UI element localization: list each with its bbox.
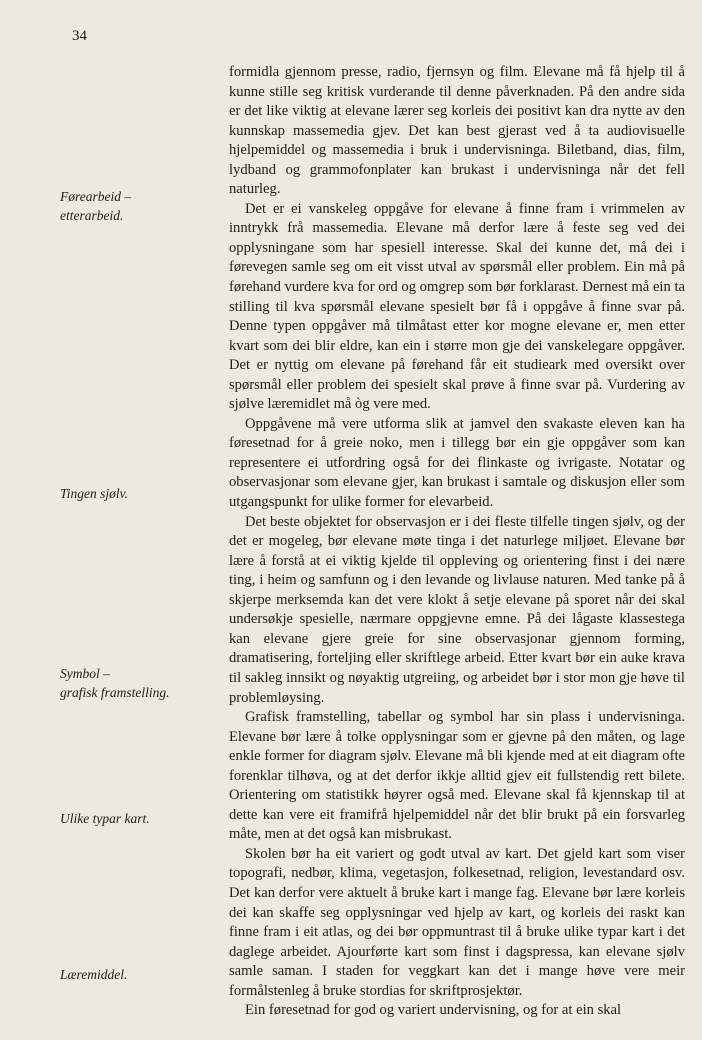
margin-note-kart: Ulike typar kart. <box>60 811 150 826</box>
paragraph-2: Det er ei vanskeleg oppgåve for elevane å finne fram i vrimmelen av inntrykk frå massemedia. Elevane må derfor lære å feste seg ved dei opplysningane som har spesiell interesse. Skal dei kunne det, må dei i førevegen samle seg om eit visst utval av spørsmål eller problem. Ein må på førehand vurdere kva for ord og omgrep som bør forklarast. Dernest må ein ta stilling til kva spørsmål elevane spesielt bør få i oppgåve å finne svar på. Denne typen oppgåver må tilmåtast etter kor mogne elevane er, men etter kvart som dei blir eldre, kan ein i større mon gje dei vanskelegare oppgåver. Det er nyttig om elevane på førehand får eit studieark med oversikt over spørsmål eller problem dei spesielt skal prøve å finne svar på. Vurdering av sjølve læremidlet må òg vere med. <box>229 200 685 413</box>
paragraph-4: Det beste objektet for observasjon er i dei fleste tilfelle tingen sjølv, og der det er mogeleg, bør elevane møte tinga i det naturlege miljøet. Elevane bør lære å forstå at ei viktig kjelde til oppleving og orientering finst i dei nære ting, i heim og samfunn og i den levande og livlause naturen. Med tanke på å skjerpe merksemda kan det vere klokt å setje elevane på sporet når dei skal undersøkje spesielle, nærmare oppgjevne emne. På dei lågaste klassestega kan elevane gjere greie for sine observasjonar gjennom forming, dramatisering, forteljing eller skriftlege arbeid. Etter kvart bør ein auke krava til sakleg innsikt og nøyaktig utgreiing, og arbeidet bør i stor mon gje høve til problemløysing. <box>229 513 685 706</box>
page-number: 34 <box>72 28 87 44</box>
paragraph-7: Ein føresetnad for god og variert undervisning, og for at ein skal <box>245 1002 622 1019</box>
paragraph-3: Oppgåvene må vere utforma slik at jamvel den svakaste eleven kan ha føresetnad for å greie noko, men i tillegg bør ein gje oppgåver som kan representere ei utfordring også for dei flinkaste og ivrigaste. Notatar og observasjonar som elevane gjer, kan brukast i samtale og diskusjon eller som utgangspunkt for ulike former for elevarbeid. <box>229 415 685 511</box>
margin-note-tingen-sjolv: Tingen sjølv. <box>60 486 129 501</box>
margin-note-symbol: Symbol – grafisk framstelling. <box>60 666 170 700</box>
paragraph-5: Grafisk framstelling, tabellar og symbol har sin plass i undervisninga. Elevane bør lære å tolke opplysningar som er gjevne på den måten, og lage enkle former for diagram sjølv. Elevane må bli kjende med at eit diagram ofte forenklar tilhøva, og at det derfor ikkje alltid gjev eit fullstendig rett bilete. Orientering om statistikk høyrer også med. Elevane skal få kjennskap til at dette kan vere eit framifrå hjelpemiddel når det blir brukt på ein forsvarleg måte, men at det også kan misbrukast. <box>229 709 685 843</box>
body-text <box>229 63 685 1021</box>
margin-note-forearbeid: Førearbeid – etterarbeid. <box>60 189 132 223</box>
paragraph-1: formidla gjennom presse, radio, fjernsyn og film. Elevane må få hjelp til å kunne stille seg kritisk vurderande til denne påverknaden. På den andre sida er det like viktig at elevane lærer seg korleis dei positivt kan dra nytte av den kunnskap massemedia gjev. Det kan best gjerast ved å ta audiovisuelle hjelpemiddel og massemedia i bruk i undervisninga. Biletband, dias, film, lydband og grammofonplater kan brukast i undervisninga når det fell naturleg. <box>229 64 685 198</box>
paragraph-6: Skolen bør ha eit variert og godt utval av kart. Det gjeld kart som viser topografi, nedbør, klima, vegetasjon, folkesetnad, religion, levestandard osv. Det kan derfor vere aktuelt å bruke kart i mange fag. Elevane bør lære korleis dei kan skaffe seg opplysningar ved hjelp av kart, og korleis dei raskt kan finne fram i eit atlas, og dei bør oppmuntrast til å bruke ulike typar kart i det daglege arbeidet. Ajourførte kart som finst i dagspressa, kan elevane sjølv samle saman. I staden for veggkart kan det i mange høve vere meir formålstenleg å bruke stordias for skriftprosjektør. <box>229 845 685 999</box>
margin-note-laeremiddel: Læremiddel. <box>60 967 128 982</box>
